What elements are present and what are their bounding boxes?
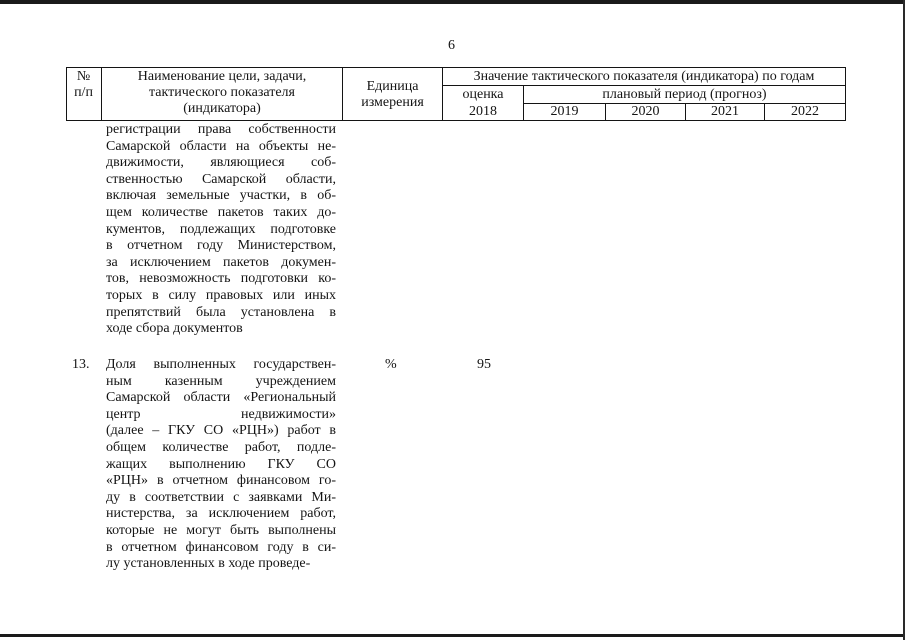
header-year-2020: 2020: [631, 104, 660, 119]
header-planned: плановый период (прогноз): [602, 87, 767, 102]
table-row: Доля выполненных государствен- ным казенным учреждением Самарской области «Региональный центр недвижимости» (далее – ГКУ СО «РЦН») работ в общем количестве работ, подле- жащих выполнению ГКУ СО «РЦН» в отчетном финансовом го- ду в соответствии с заявками Ми- нистерства, за исключением работ, которые не могут быть выполнены в отчетном финансовом году в си- лу установленных в ходе проведе-: [106, 357, 336, 572]
value-2018-cell: 95: [477, 357, 491, 372]
header-year-2019: 2019: [550, 104, 579, 119]
page-number: 6: [448, 38, 455, 53]
header-year-2018: 2018: [469, 104, 497, 119]
header-estimate: оценка: [462, 87, 504, 102]
header-num: № п/п: [74, 69, 93, 100]
table-row: регистрации права собственности Самарской области на объекты не- движимости, являющиеся соб- ственностью Самарской области, включая земельные участки, в об- щем количестве пакетов таких до- кументов, подлежащих подготовке в отчетном году Министерством, за исключением пакетов докумен- тов, невозможность подготовки ко- торых в силу правовых или иных препятствий была установлена в ходе сбора документов: [106, 122, 336, 337]
scan-border-top: [0, 0, 905, 4]
row-number: 13.: [72, 357, 90, 372]
scan-border-bottom: [0, 634, 905, 637]
header-values-group: Значение тактического показателя (индикатора) по годам: [473, 69, 815, 84]
header-unit: Единица измерения: [361, 79, 424, 110]
header-name: Наименование цели, задачи, тактического показателя (индикатора): [137, 69, 307, 116]
unit-cell: %: [385, 357, 397, 372]
header-year-2021: 2021: [711, 104, 739, 119]
table-header: [66, 67, 846, 121]
header-year-2022: 2022: [791, 104, 819, 119]
